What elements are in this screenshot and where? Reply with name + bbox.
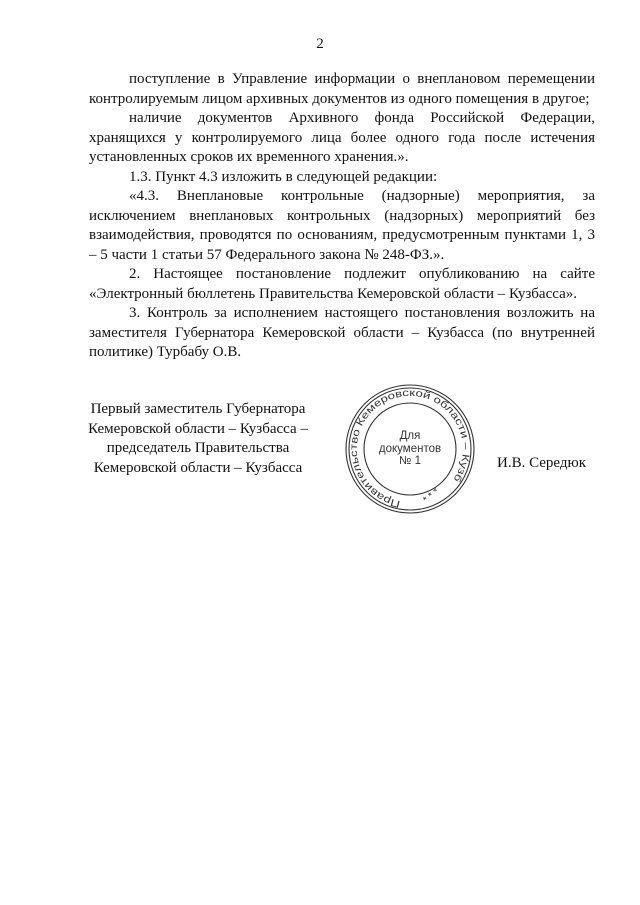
- signer-position-line: Кемеровской области – Кузбасса: [93, 459, 303, 476]
- signer-name: И.В. Середюк: [497, 455, 587, 471]
- official-stamp: [343, 382, 477, 516]
- document-body: [89, 70, 595, 363]
- stamp-stars: * * *: [421, 486, 442, 506]
- paragraph-publication: 2. Настоящее постановление подлежит опубликованию на сайте «Электронный бюллетень Правительства Кемеровской области – Кузбасса».: [89, 266, 595, 302]
- stamp-center-line: документов: [378, 442, 442, 455]
- stamp-ring-text: Правительство Кемеровской области – Кузб: [348, 387, 471, 510]
- paragraph-item-1-3: 1.3. Пункт 4.3 изложить в следующей редакции:: [129, 168, 438, 185]
- page-number: 2: [316, 36, 324, 52]
- stamp-center-line: № 1: [399, 455, 421, 468]
- paragraph-storage-ground: наличие документов Архивного фонда Российской Федерации, хранящихся у контролируемого лица более одного года после истечения установленных сроков их временного хранения.».: [89, 110, 595, 165]
- signer-position: [78, 400, 318, 478]
- paragraph-item-4-3: «4.3. Внеплановые контрольные (надзорные) мероприятия, за исключением внеплановых контрольных (надзорных) мероприятий без взаимодействия, проводятся по основаниям, предусмотренным пунктами 1, 3 – 5 части 1 статьи 57 Федерального закона № 248-ФЗ.».: [89, 188, 595, 263]
- signer-position-line: Кемеровской области – Кузбасса –: [88, 420, 308, 437]
- signer-position-line: председатель Правительства: [106, 440, 290, 456]
- signer-position-line: Первый заместитель Губернатора: [90, 401, 306, 417]
- stamp-center-line: Для: [399, 430, 421, 443]
- paragraph-control: 3. Контроль за исполнением настоящего постановления возложить на заместителя Губернатора Кемеровской области – Кузбасса (по внутренней политике) Турбабу О.В.: [89, 305, 595, 360]
- paragraph-relocation-ground: поступление в Управление информации о внеплановом перемещении контролируемым лицом архивных документов из одного помещения в другое;: [89, 71, 595, 107]
- stamp-center-text: [343, 382, 477, 516]
